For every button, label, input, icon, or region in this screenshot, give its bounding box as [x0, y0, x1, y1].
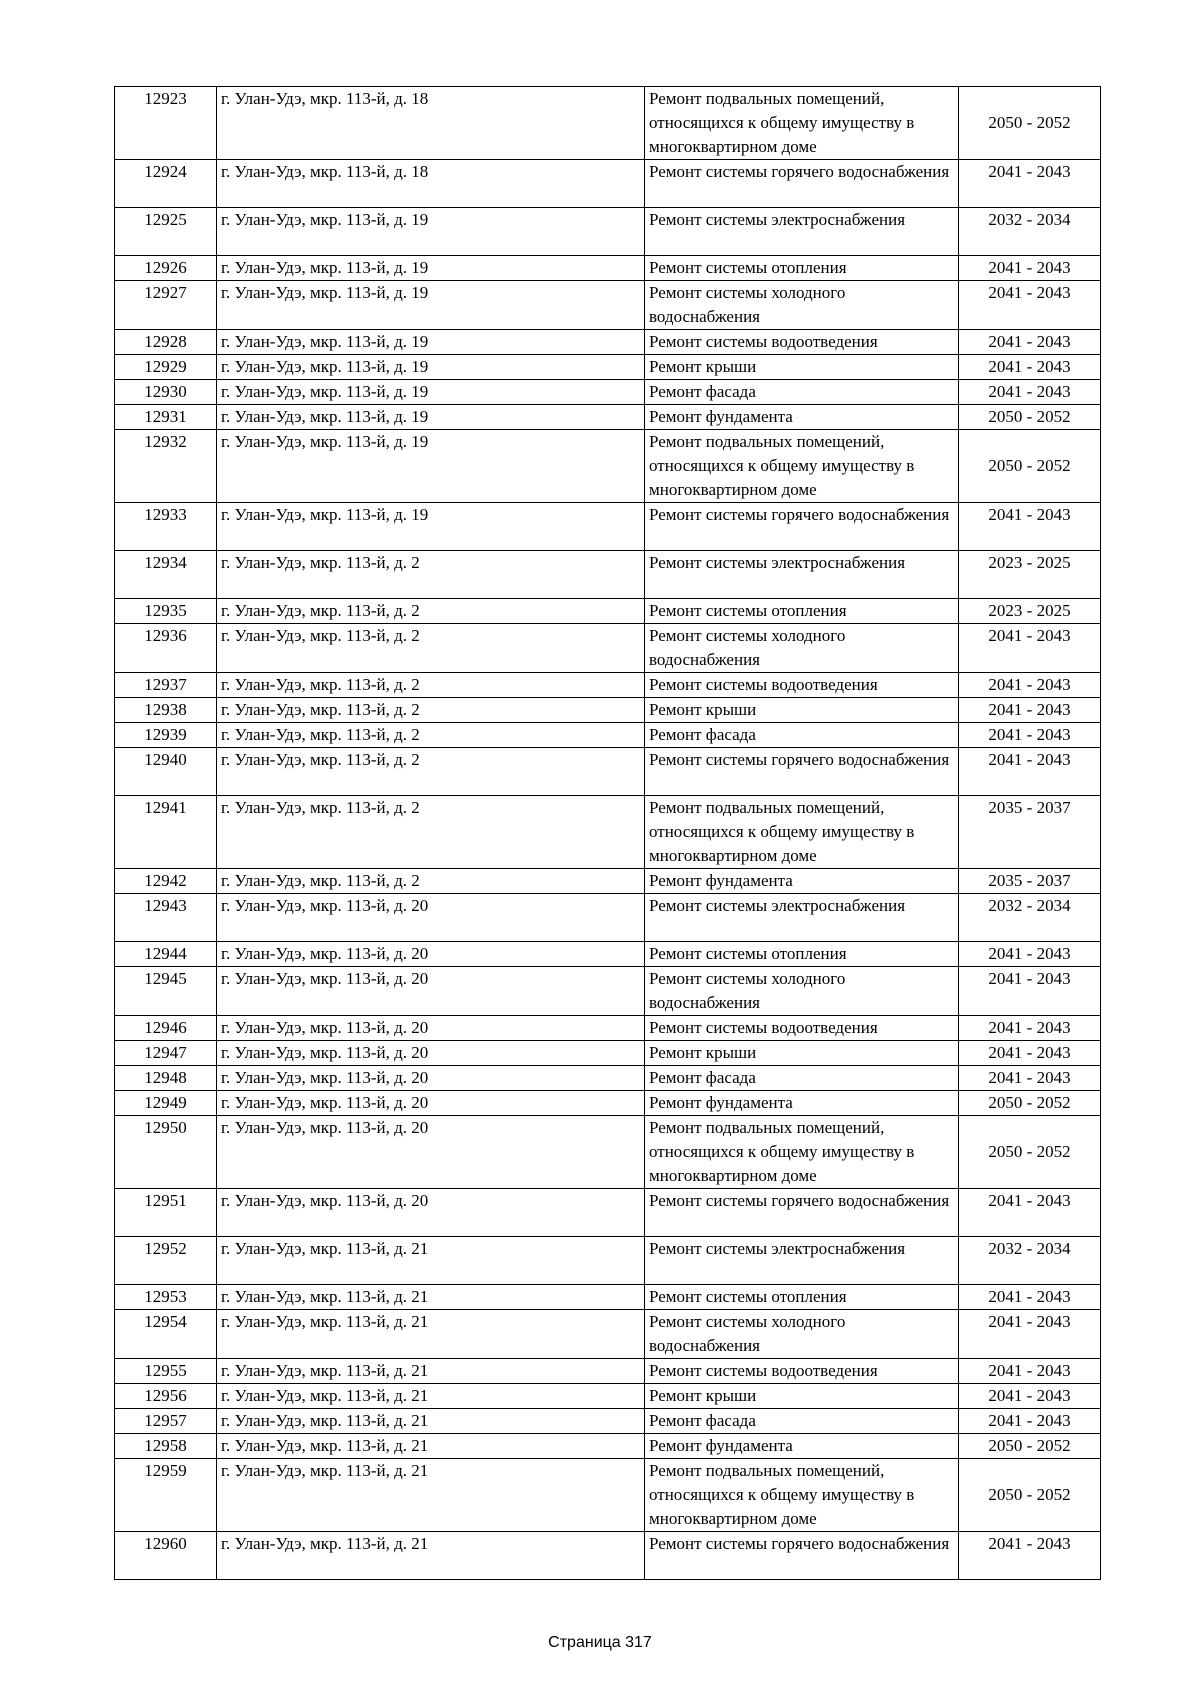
work-type-cell: Ремонт подвальных помещений, относящихся к общему имуществу в многоквартирном доме [645, 430, 959, 503]
period-cell: 2041 - 2043 [959, 698, 1101, 723]
table-row [115, 1237, 1101, 1285]
row-id-cell: 12957 [115, 1409, 217, 1434]
period-cell: 2050 - 2052 [959, 1116, 1101, 1189]
period-cell: 2041 - 2043 [959, 1285, 1101, 1310]
period-cell: 2041 - 2043 [959, 1041, 1101, 1066]
work-type-cell: Ремонт фундамента [645, 1091, 959, 1116]
period-cell: 2050 - 2052 [959, 1459, 1101, 1532]
address-cell: г. Улан-Удэ, мкр. 113-й, д. 21 [217, 1532, 645, 1580]
period-cell: 2050 - 2052 [959, 405, 1101, 430]
row-id-cell: 12937 [115, 673, 217, 698]
row-id-cell: 12946 [115, 1016, 217, 1041]
work-type-cell: Ремонт подвальных помещений, относящихся к общему имуществу в многоквартирном доме [645, 796, 959, 869]
work-type-cell: Ремонт крыши [645, 698, 959, 723]
period-cell: 2041 - 2043 [959, 1409, 1101, 1434]
address-cell: г. Улан-Удэ, мкр. 113-й, д. 19 [217, 503, 645, 551]
table-row [115, 1091, 1101, 1116]
row-id-cell: 12936 [115, 624, 217, 673]
address-cell: г. Улан-Удэ, мкр. 113-й, д. 21 [217, 1237, 645, 1285]
row-id-cell: 12943 [115, 894, 217, 942]
work-type-cell: Ремонт системы холодного водоснабжения [645, 624, 959, 673]
table-row [115, 208, 1101, 256]
table-body [115, 87, 1101, 1580]
period-cell: 2041 - 2043 [959, 1532, 1101, 1580]
work-type-cell: Ремонт фундамента [645, 405, 959, 430]
table-row [115, 551, 1101, 599]
row-id-cell: 12928 [115, 330, 217, 355]
table-row [115, 673, 1101, 698]
table-row [115, 698, 1101, 723]
address-cell: г. Улан-Удэ, мкр. 113-й, д. 19 [217, 330, 645, 355]
work-type-cell: Ремонт системы холодного водоснабжения [645, 967, 959, 1016]
period-cell: 2041 - 2043 [959, 281, 1101, 330]
work-type-cell: Ремонт системы горячего водоснабжения [645, 1189, 959, 1237]
period-cell: 2041 - 2043 [959, 1384, 1101, 1409]
period-cell: 2023 - 2025 [959, 551, 1101, 599]
work-type-cell: Ремонт системы холодного водоснабжения [645, 1310, 959, 1359]
address-cell: г. Улан-Удэ, мкр. 113-й, д. 19 [217, 430, 645, 503]
table-row [115, 1434, 1101, 1459]
table-row [115, 1359, 1101, 1384]
row-id-cell: 12935 [115, 599, 217, 624]
period-cell: 2041 - 2043 [959, 160, 1101, 208]
table-row [115, 869, 1101, 894]
table-row [115, 281, 1101, 330]
period-cell: 2041 - 2043 [959, 355, 1101, 380]
address-cell: г. Улан-Удэ, мкр. 113-й, д. 2 [217, 624, 645, 673]
address-cell: г. Улан-Удэ, мкр. 113-й, д. 19 [217, 355, 645, 380]
address-cell: г. Улан-Удэ, мкр. 113-й, д. 20 [217, 1189, 645, 1237]
row-id-cell: 12940 [115, 748, 217, 796]
address-cell: г. Улан-Удэ, мкр. 113-й, д. 20 [217, 1091, 645, 1116]
table-row [115, 87, 1101, 160]
row-id-cell: 12947 [115, 1041, 217, 1066]
row-id-cell: 12955 [115, 1359, 217, 1384]
address-cell: г. Улан-Удэ, мкр. 113-й, д. 2 [217, 748, 645, 796]
row-id-cell: 12925 [115, 208, 217, 256]
row-id-cell: 12924 [115, 160, 217, 208]
row-id-cell: 12933 [115, 503, 217, 551]
work-type-cell: Ремонт системы водоотведения [645, 330, 959, 355]
address-cell: г. Улан-Удэ, мкр. 113-й, д. 19 [217, 380, 645, 405]
work-type-cell: Ремонт системы отопления [645, 599, 959, 624]
row-id-cell: 12923 [115, 87, 217, 160]
row-id-cell: 12954 [115, 1310, 217, 1359]
period-cell: 2050 - 2052 [959, 87, 1101, 160]
period-cell: 2041 - 2043 [959, 503, 1101, 551]
address-cell: г. Улан-Удэ, мкр. 113-й, д. 21 [217, 1459, 645, 1532]
table-row [115, 1016, 1101, 1041]
address-cell: г. Улан-Удэ, мкр. 113-й, д. 19 [217, 256, 645, 281]
row-id-cell: 12941 [115, 796, 217, 869]
row-id-cell: 12932 [115, 430, 217, 503]
table-row [115, 1384, 1101, 1409]
address-cell: г. Улан-Удэ, мкр. 113-й, д. 18 [217, 87, 645, 160]
address-cell: г. Улан-Удэ, мкр. 113-й, д. 21 [217, 1434, 645, 1459]
work-type-cell: Ремонт фасада [645, 1409, 959, 1434]
work-type-cell: Ремонт системы водоотведения [645, 673, 959, 698]
work-type-cell: Ремонт системы холодного водоснабжения [645, 281, 959, 330]
work-type-cell: Ремонт фасада [645, 380, 959, 405]
address-cell: г. Улан-Удэ, мкр. 113-й, д. 21 [217, 1384, 645, 1409]
address-cell: г. Улан-Удэ, мкр. 113-й, д. 2 [217, 551, 645, 599]
work-type-cell: Ремонт системы горячего водоснабжения [645, 160, 959, 208]
table-row [115, 1066, 1101, 1091]
table-row [115, 1116, 1101, 1189]
period-cell: 2041 - 2043 [959, 330, 1101, 355]
address-cell: г. Улан-Удэ, мкр. 113-й, д. 20 [217, 942, 645, 967]
table-row [115, 1285, 1101, 1310]
address-cell: г. Улан-Удэ, мкр. 113-й, д. 19 [217, 281, 645, 330]
period-cell: 2041 - 2043 [959, 1359, 1101, 1384]
row-id-cell: 12931 [115, 405, 217, 430]
work-type-cell: Ремонт крыши [645, 355, 959, 380]
work-type-cell: Ремонт крыши [645, 1384, 959, 1409]
period-cell: 2041 - 2043 [959, 1189, 1101, 1237]
table-row [115, 723, 1101, 748]
row-id-cell: 12944 [115, 942, 217, 967]
table-row [115, 405, 1101, 430]
page-number: Страница 317 [548, 1634, 652, 1651]
period-cell: 2041 - 2043 [959, 1310, 1101, 1359]
table-row [115, 430, 1101, 503]
table-row [115, 1459, 1101, 1532]
row-id-cell: 12926 [115, 256, 217, 281]
work-type-cell: Ремонт фасада [645, 1066, 959, 1091]
address-cell: г. Улан-Удэ, мкр. 113-й, д. 2 [217, 698, 645, 723]
work-type-cell: Ремонт системы отопления [645, 256, 959, 281]
address-cell: г. Улан-Удэ, мкр. 113-й, д. 20 [217, 967, 645, 1016]
period-cell: 2041 - 2043 [959, 942, 1101, 967]
row-id-cell: 12929 [115, 355, 217, 380]
row-id-cell: 12950 [115, 1116, 217, 1189]
row-id-cell: 12953 [115, 1285, 217, 1310]
address-cell: г. Улан-Удэ, мкр. 113-й, д. 21 [217, 1409, 645, 1434]
address-cell: г. Улан-Удэ, мкр. 113-й, д. 20 [217, 1066, 645, 1091]
period-cell: 2041 - 2043 [959, 624, 1101, 673]
table-row [115, 796, 1101, 869]
table-row [115, 256, 1101, 281]
table-row [115, 942, 1101, 967]
work-type-cell: Ремонт системы горячего водоснабжения [645, 1532, 959, 1580]
row-id-cell: 12942 [115, 869, 217, 894]
period-cell: 2035 - 2037 [959, 869, 1101, 894]
work-type-cell: Ремонт системы электроснабжения [645, 894, 959, 942]
table-row [115, 1041, 1101, 1066]
row-id-cell: 12938 [115, 698, 217, 723]
address-cell: г. Улан-Удэ, мкр. 113-й, д. 2 [217, 869, 645, 894]
row-id-cell: 12949 [115, 1091, 217, 1116]
address-cell: г. Улан-Удэ, мкр. 113-й, д. 2 [217, 723, 645, 748]
period-cell: 2041 - 2043 [959, 967, 1101, 1016]
period-cell: 2041 - 2043 [959, 256, 1101, 281]
address-cell: г. Улан-Удэ, мкр. 113-й, д. 20 [217, 1016, 645, 1041]
address-cell: г. Улан-Удэ, мкр. 113-й, д. 21 [217, 1285, 645, 1310]
work-type-cell: Ремонт фундамента [645, 869, 959, 894]
work-type-cell: Ремонт системы горячего водоснабжения [645, 748, 959, 796]
row-id-cell: 12952 [115, 1237, 217, 1285]
table-row [115, 503, 1101, 551]
work-type-cell: Ремонт системы горячего водоснабжения [645, 503, 959, 551]
row-id-cell: 12939 [115, 723, 217, 748]
row-id-cell: 12945 [115, 967, 217, 1016]
work-type-cell: Ремонт системы отопления [645, 1285, 959, 1310]
period-cell: 2041 - 2043 [959, 673, 1101, 698]
address-cell: г. Улан-Удэ, мкр. 113-й, д. 19 [217, 208, 645, 256]
table-row [115, 1532, 1101, 1580]
work-type-cell: Ремонт системы отопления [645, 942, 959, 967]
work-type-cell: Ремонт фасада [645, 723, 959, 748]
period-cell: 2050 - 2052 [959, 1091, 1101, 1116]
address-cell: г. Улан-Удэ, мкр. 113-й, д. 18 [217, 160, 645, 208]
period-cell: 2050 - 2052 [959, 1434, 1101, 1459]
repair-schedule-table [114, 86, 1101, 1580]
row-id-cell: 12958 [115, 1434, 217, 1459]
work-type-cell: Ремонт крыши [645, 1041, 959, 1066]
period-cell: 2023 - 2025 [959, 599, 1101, 624]
table-row [115, 894, 1101, 942]
work-type-cell: Ремонт системы водоотведения [645, 1016, 959, 1041]
period-cell: 2035 - 2037 [959, 796, 1101, 869]
row-id-cell: 12956 [115, 1384, 217, 1409]
work-type-cell: Ремонт системы водоотведения [645, 1359, 959, 1384]
period-cell: 2032 - 2034 [959, 894, 1101, 942]
period-cell: 2041 - 2043 [959, 380, 1101, 405]
period-cell: 2050 - 2052 [959, 430, 1101, 503]
table-row [115, 748, 1101, 796]
period-cell: 2032 - 2034 [959, 208, 1101, 256]
work-type-cell: Ремонт подвальных помещений, относящихся к общему имуществу в многоквартирном доме [645, 87, 959, 160]
address-cell: г. Улан-Удэ, мкр. 113-й, д. 20 [217, 894, 645, 942]
row-id-cell: 12960 [115, 1532, 217, 1580]
table-row [115, 1409, 1101, 1434]
table-row [115, 1310, 1101, 1359]
period-cell: 2041 - 2043 [959, 1016, 1101, 1041]
work-type-cell: Ремонт фундамента [645, 1434, 959, 1459]
table-row [115, 355, 1101, 380]
period-cell: 2041 - 2043 [959, 723, 1101, 748]
row-id-cell: 12959 [115, 1459, 217, 1532]
work-type-cell: Ремонт системы электроснабжения [645, 551, 959, 599]
work-type-cell: Ремонт системы электроснабжения [645, 1237, 959, 1285]
address-cell: г. Улан-Удэ, мкр. 113-й, д. 20 [217, 1116, 645, 1189]
row-id-cell: 12927 [115, 281, 217, 330]
address-cell: г. Улан-Удэ, мкр. 113-й, д. 21 [217, 1359, 645, 1384]
table-row [115, 160, 1101, 208]
row-id-cell: 12951 [115, 1189, 217, 1237]
table-row [115, 380, 1101, 405]
address-cell: г. Улан-Удэ, мкр. 113-й, д. 2 [217, 673, 645, 698]
row-id-cell: 12934 [115, 551, 217, 599]
table-row [115, 330, 1101, 355]
work-type-cell: Ремонт системы электроснабжения [645, 208, 959, 256]
address-cell: г. Улан-Удэ, мкр. 113-й, д. 2 [217, 796, 645, 869]
period-cell: 2041 - 2043 [959, 1066, 1101, 1091]
period-cell: 2041 - 2043 [959, 748, 1101, 796]
row-id-cell: 12930 [115, 380, 217, 405]
table-row [115, 967, 1101, 1016]
address-cell: г. Улан-Удэ, мкр. 113-й, д. 19 [217, 405, 645, 430]
period-cell: 2032 - 2034 [959, 1237, 1101, 1285]
address-cell: г. Улан-Удэ, мкр. 113-й, д. 21 [217, 1310, 645, 1359]
work-type-cell: Ремонт подвальных помещений, относящихся к общему имуществу в многоквартирном доме [645, 1116, 959, 1189]
table-row [115, 624, 1101, 673]
address-cell: г. Улан-Удэ, мкр. 113-й, д. 20 [217, 1041, 645, 1066]
table-row [115, 1189, 1101, 1237]
table-row [115, 599, 1101, 624]
address-cell: г. Улан-Удэ, мкр. 113-й, д. 2 [217, 599, 645, 624]
work-type-cell: Ремонт подвальных помещений, относящихся к общему имуществу в многоквартирном доме [645, 1459, 959, 1532]
row-id-cell: 12948 [115, 1066, 217, 1091]
